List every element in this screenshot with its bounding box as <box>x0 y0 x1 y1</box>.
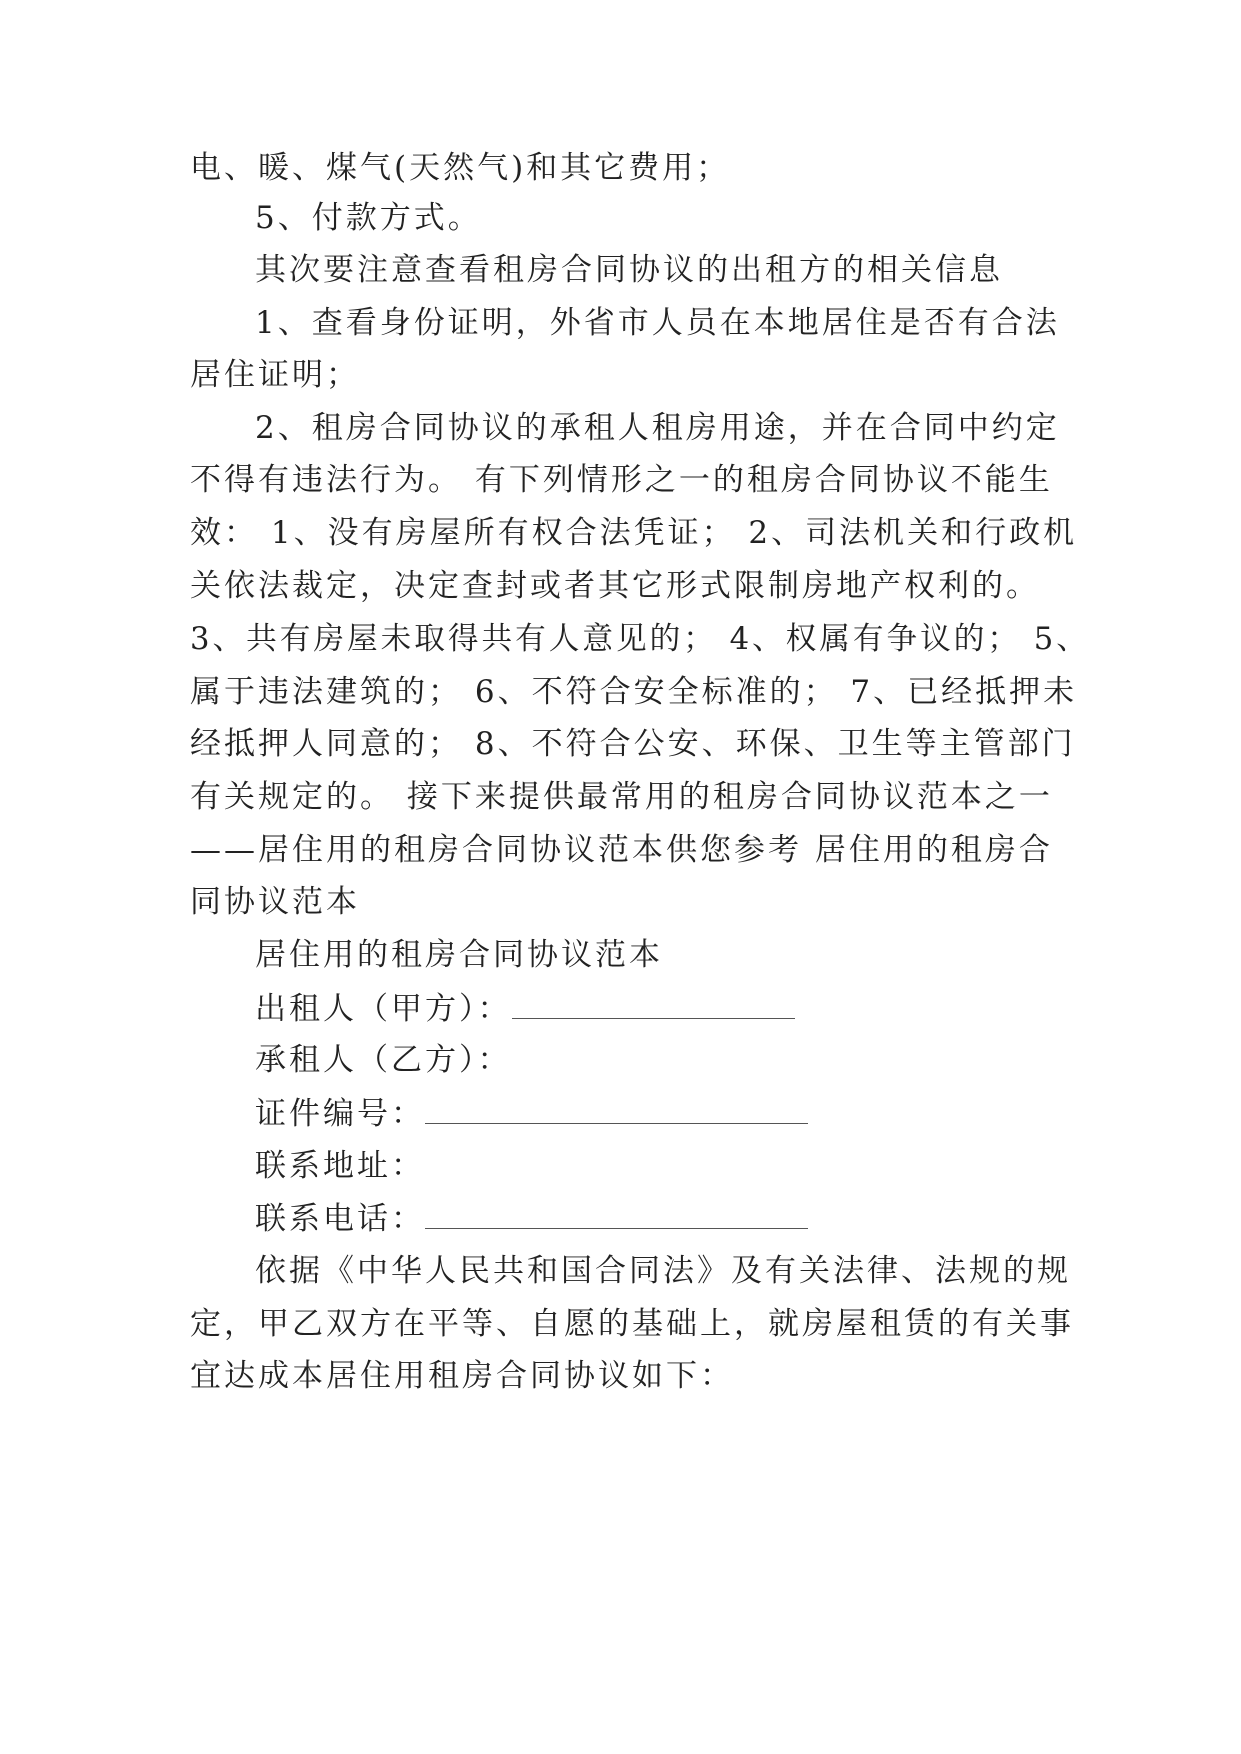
text-line: 关依法裁定，决定查封或者其它形式限制房地产权利的。 <box>190 568 1040 604</box>
phone-label: 联系电话： <box>255 1201 425 1237</box>
text-line: 有关规定的。 接下来提供最常用的租房合同协议范本之一 <box>190 779 1053 815</box>
text-line: 属于违法建筑的； 6、不符合安全标准的； 7、已经抵押未 <box>190 674 1078 710</box>
section-title: 居住用的租房合同协议范本 <box>255 937 663 973</box>
address-field <box>255 1146 425 1186</box>
lessee-label: 承租人（乙方）： <box>255 1042 512 1078</box>
text-line: 依据《中华人民共和国合同法》及有关法律、法规的规 <box>255 1253 1071 1289</box>
text-line: 电、暖、煤气(天然气)和其它费用； <box>190 150 731 186</box>
id-field <box>255 1093 808 1134</box>
text-line: ——居住用的租房合同协议范本供您参考 居住用的租房合 <box>190 832 1053 868</box>
id-blank <box>425 1093 808 1124</box>
text-line: 同协议范本 <box>190 884 360 920</box>
lessor-label: 出租人（甲方）： <box>255 991 512 1027</box>
phone-blank <box>425 1198 808 1229</box>
text-line: 5、付款方式。 <box>255 200 482 236</box>
lessee-field <box>255 1040 512 1080</box>
text-line: 宜达成本居住用租房合同协议如下： <box>190 1358 734 1394</box>
lessor-field <box>255 988 795 1029</box>
text-line: 居住证明； <box>190 357 360 393</box>
text-line: 效： 1、没有房屋所有权合法凭证； 2、司法机关和行政机 <box>190 515 1078 551</box>
text-line: 1、查看身份证明，外省市人员在本地居住是否有合法 <box>255 305 1060 341</box>
text-line: 经抵押人同意的； 8、不符合公安、环保、卫生等主管部门 <box>190 726 1076 762</box>
text-line: 定，甲乙双方在平等、自愿的基础上，就房屋租赁的有关事 <box>190 1306 1074 1342</box>
address-label: 联系地址： <box>255 1148 425 1184</box>
text-line: 不得有违法行为。 有下列情形之一的租房合同协议不能生 <box>190 462 1053 498</box>
text-line: 2、租房合同协议的承租人租房用途，并在合同中约定 <box>255 410 1060 446</box>
text-line: 其次要注意查看租房合同协议的出租方的相关信息 <box>255 252 1003 288</box>
phone-field <box>255 1198 808 1239</box>
id-label: 证件编号： <box>255 1096 425 1132</box>
text-line: 3、共有房屋未取得共有人意见的； 4、权属有争议的； 5、 <box>190 621 1090 657</box>
lessor-blank <box>512 988 795 1019</box>
